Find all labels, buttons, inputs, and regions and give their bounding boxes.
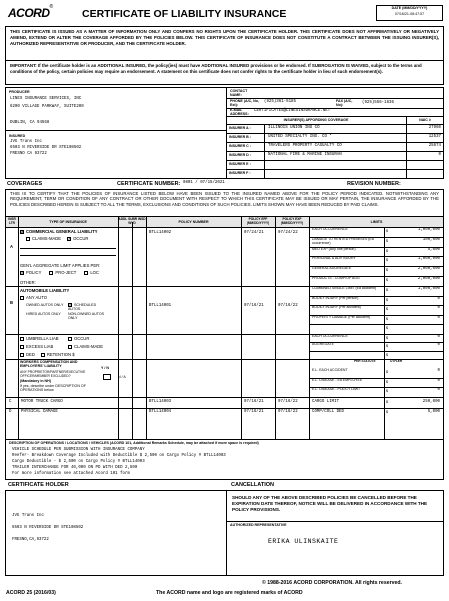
auto-exp: 07/16/22 bbox=[278, 304, 298, 308]
limit-label: EACH OCCURRENCE bbox=[312, 227, 348, 231]
limit-value: 100,000 bbox=[422, 237, 440, 242]
umbrella-occur-checkbox[interactable] bbox=[68, 337, 72, 341]
limit-value: 1,000,000 bbox=[417, 287, 440, 291]
holder-address2: FRESNO,CA,93722 bbox=[12, 538, 49, 542]
insurer-label: INSURER C : bbox=[229, 144, 251, 148]
other-limit-label: COMP/COLL DED bbox=[312, 410, 344, 414]
gl-title bbox=[20, 229, 98, 234]
limit-label: AGGREGATE bbox=[312, 342, 334, 347]
description-line: For more information see attached Acord 101 form bbox=[12, 472, 130, 476]
producer-address2: DUBLIN, CA 94568 bbox=[10, 121, 50, 125]
coverages-title: COVERAGES bbox=[7, 181, 43, 187]
policy-checkbox[interactable]: X bbox=[21, 270, 24, 275]
producer-name: LINES INSURANCE SERVICES, INC bbox=[10, 97, 82, 101]
limit-label: E.L. EACH ACCIDENT bbox=[312, 368, 348, 372]
producer-label: PRODUCER bbox=[9, 90, 30, 94]
occur-checkbox[interactable]: X bbox=[68, 236, 71, 241]
cancellation-text: SHOULD ANY OF THE ABOVE DESCRIBED POLICIES BE CANCELLED BEFORE THE EXPIRATION DATE THEREOF, NOTICE WILL BE DELIVERED IN ACCORDANCE WITH THE POLICY PROVISIONS. bbox=[232, 495, 428, 512]
insured-label: INSURED bbox=[9, 134, 26, 138]
date-value: 07/16/21-08:47:57 bbox=[394, 12, 425, 17]
limit-label: E.L. DISEASE - POLICY LIMIT bbox=[312, 387, 361, 392]
cert-number-value: 0801 / 07/15/2021 bbox=[183, 181, 225, 185]
loc-checkbox[interactable] bbox=[84, 271, 88, 275]
cert-number-label: CERTIFICATE NUMBER: bbox=[117, 181, 181, 187]
trademark: The ACORD name and logo are registered marks of ACORD bbox=[156, 590, 303, 596]
workers-mandatory: (Mandatory in NH) bbox=[20, 379, 51, 383]
limit-value: 0 bbox=[437, 315, 440, 320]
holder-address1: 6503 N RIVERSIDE DR STE108502 bbox=[12, 526, 84, 530]
other-ltr: D bbox=[9, 410, 12, 414]
revision-label: REVISION NUMBER: bbox=[347, 181, 401, 187]
limit-label: MED EXP (Any one person) bbox=[312, 246, 356, 251]
date-label: DATE (MM/DD/YYYY) bbox=[391, 6, 428, 10]
workers-yn-box[interactable] bbox=[103, 374, 111, 380]
parties-box bbox=[5, 87, 444, 179]
auto-any-label: ANY AUTO bbox=[26, 295, 48, 300]
umbrella-ded bbox=[20, 352, 75, 357]
umbrella-claims-checkbox[interactable] bbox=[68, 345, 72, 349]
gl-checkbox[interactable]: X bbox=[21, 229, 24, 234]
umbrella-label: UMBRELLA LIAB bbox=[26, 336, 59, 341]
copyright: © 1988-2016 ACORD CORPORATION. All rights reserved. bbox=[262, 580, 402, 586]
col-eff: POLICY EFF (MM/DD/YYYY) bbox=[246, 217, 270, 225]
umbrella-occur-label: OCCUR bbox=[74, 336, 90, 341]
col-type: TYPE OF INSURANCE bbox=[49, 220, 87, 224]
gl-other: OTHER: bbox=[20, 280, 36, 285]
limit-value: 0 bbox=[437, 343, 440, 348]
coverage-statement: THIS IS TO CERTIFY THAT THE POLICIES OF INSURANCE LISTED BELOW HAVE BEEN ISSUED TO THE INSURED NAMED ABOVE FOR THE POLICY PERIOD INDICATED. NOTWITHSTANDING ANY REQUIREMENT, TERM OR CONDITION OF ANY CONTRACT OR OTHER DOCUMENT WITH RESPECT TO WHICH THIS CERTIFICATE MAY BE ISSUED OR MAY PERTAIN, THE INSURANCE AFFORDED BY THE POLICIES DESCRIBED HEREIN IS SUBJECT TO ALL THE TERMS, EXCLUSIONS AND CONDITIONS OF SUCH POLICIES. LIMITS SHOWN MAY HAVE BEEN REDUCED BY PAID CLAIMS. bbox=[6, 190, 443, 217]
email-label: E-MAIL ADDRESS: bbox=[230, 108, 249, 117]
insurer-name: NATIONAL FIRE & MARINE INSURAN bbox=[268, 153, 342, 157]
umbrella-occur bbox=[68, 336, 89, 341]
description-line: Cargo Deductible - $ 2,500 on Cargo Policy # BTLL14003 bbox=[12, 460, 145, 464]
insurer-name: ILLINOIS UNION INS CO bbox=[268, 126, 320, 130]
other-limit-dollar: $ bbox=[386, 400, 388, 404]
limit-label: GENERAL AGGREGATE bbox=[312, 266, 352, 271]
auto-non-owned-label: NON-OWNED AUTOS ONLY bbox=[68, 312, 105, 321]
auto-any bbox=[20, 295, 47, 300]
insured-address1: 6503 N RIVERSIDE DR STE108502 bbox=[10, 146, 82, 150]
other-exp: 07/16/22 bbox=[278, 400, 298, 404]
retention-label: RETENTION $ bbox=[46, 352, 75, 357]
gl-ltr: A bbox=[10, 244, 14, 249]
umbrella-claims-label: CLAIMS-MADE bbox=[74, 344, 104, 349]
auto-non-owned bbox=[68, 312, 114, 321]
insurer-label: INSURER A : bbox=[229, 126, 251, 130]
coverages-table bbox=[5, 189, 444, 480]
description-line: Reefer- Breakdown Coverage Included with Deductible $ 2,500 on Cargo Policy # BTLL14003 bbox=[12, 454, 226, 458]
any-auto-checkbox[interactable] bbox=[20, 296, 24, 300]
description-line: VEHICLE SCHEDULE PER SUBMISSION WITH INSURANCE COMPANY bbox=[12, 448, 145, 452]
limit-dollar: $ bbox=[386, 336, 388, 340]
gl-title-text: COMMERCIAL GENERAL LIABILITY bbox=[26, 229, 98, 234]
fax-label: FAX (A/C, No): bbox=[336, 99, 353, 108]
limit-dollar: $ bbox=[386, 352, 388, 357]
insurer-label: INSURER F : bbox=[229, 171, 251, 175]
workers-yn: Y / N bbox=[101, 366, 109, 370]
limit-value: 0 bbox=[437, 369, 440, 373]
umbrella-checkbox[interactable] bbox=[20, 337, 24, 341]
claims-made-checkbox[interactable] bbox=[26, 237, 30, 241]
limit-value: 0 bbox=[437, 378, 440, 383]
naic-label: NAIC # bbox=[419, 118, 431, 122]
workers-na: N / A bbox=[118, 375, 126, 379]
limit-dollar: $ bbox=[386, 229, 388, 233]
acord-logo-text: ACORD bbox=[8, 6, 50, 20]
auto-policy-number: BTLL14001 bbox=[149, 304, 172, 308]
limit-value: 0 bbox=[437, 306, 440, 311]
limit-dollar: $ bbox=[386, 278, 388, 282]
contact-name-label: CONTACT NAME: bbox=[230, 89, 248, 98]
gl-exp: 07/24/22 bbox=[278, 231, 298, 235]
description-line: TRAILER INTERCHANGE FOR 40,000 ON PD WITH DED 2,500 bbox=[12, 466, 138, 470]
gl-loc-label: LOC bbox=[90, 270, 99, 275]
limit-dollar: $ bbox=[386, 288, 388, 292]
form-id: ACORD 25 (2016/03) bbox=[6, 590, 56, 596]
insurer-label: INSURER E : bbox=[229, 162, 251, 166]
limit-label: BODILY INJURY (Per accident) bbox=[312, 305, 361, 310]
notice-important: IMPORTANT: If the certificate holder is an ADDITIONAL INSURED, the policy(ies) must have ADDITIONAL INSURED provisions or be endorsed. If SUBROGATION IS WAIVED, subject to the terms and conditions of the policy, certain policies may require an endorsement. A statement on this certificate does not confer rights to the certificate holder in lieu of such endorsement(s). bbox=[10, 63, 422, 74]
scheduled-checkbox[interactable]: X bbox=[69, 303, 72, 308]
auto-ltr: B bbox=[10, 300, 14, 305]
insurer-label: INSURER B : bbox=[229, 135, 251, 139]
limit-label: E.L. DISEASE - EA EMPLOYEE bbox=[312, 377, 363, 382]
email-value: CERTIFICATES@LINESINSURANCE.NET bbox=[254, 109, 331, 113]
acord-logo: ACORD® bbox=[8, 4, 54, 20]
oth-er: OTH-ER bbox=[390, 359, 403, 363]
limit-label: PRODUCTS - COMP/OP AGG bbox=[312, 276, 360, 280]
other-type: MOTOR TRUCK CARGO bbox=[21, 400, 63, 404]
umbrella-claims bbox=[68, 344, 103, 349]
signature: ERIKA ULINSKAITE bbox=[268, 538, 339, 545]
limit-label: EACH OCCURRENCE bbox=[312, 334, 348, 338]
insurer-naic: 12537 bbox=[428, 135, 441, 139]
gl-claims bbox=[26, 236, 88, 241]
notice-main: THIS CERTIFICATE IS ISSUED AS A MATTER OF INFORMATION ONLY AND CONFERS NO RIGHTS UPON THE CERTIFICATE HOLDER. THIS CERTIFICATE DOES NOT AFFIRMATIVELY OR NEGATIVELY AMEND, EXTEND OR ALTER THE COVERAGE AFFORDED BY THE POLICIES BELOW. THIS CERTIFICATE OF INSURANCE DOES NOT CONSTITUTE A CONTRACT BETWEEN THE ISSUING INSURER(S), AUTHORIZED REPRESENTATIVE OR PRODUCER, AND THE CERTIFICATE HOLDER. bbox=[6, 27, 443, 61]
workers-describe: If yes, describe under DESCRIPTION OF OPERATIONS below bbox=[20, 384, 86, 393]
retention-checkbox[interactable] bbox=[41, 353, 45, 357]
per-statute: PER STATUTE bbox=[354, 359, 376, 363]
gl-occur-label: OCCUR bbox=[73, 236, 89, 241]
limit-label: DAMAGE TO RENTED PREMISES (Ea occurrence) bbox=[312, 236, 374, 245]
col-policy-number: POLICY NUMBER bbox=[178, 220, 209, 224]
workers-title: WORKERS COMPENSATION AND EMPLOYERS' LIABILITY bbox=[20, 360, 78, 369]
other-ltr: C bbox=[9, 400, 12, 404]
date-box bbox=[376, 5, 443, 21]
gl-agg-label: GEN'L AGGREGATE LIMIT APPLIES PER: bbox=[20, 263, 101, 268]
limit-dollar: $ bbox=[386, 307, 388, 312]
other-policy: BTLL14004 bbox=[149, 410, 172, 414]
ded-checkbox[interactable] bbox=[20, 353, 24, 357]
limit-label: COMBINED SINGLE LIMIT (Ea accident) bbox=[312, 286, 377, 290]
limit-dollar: $ bbox=[386, 297, 388, 302]
other-limit-value: 5,000 bbox=[427, 410, 440, 414]
cancellation-title: CANCELLATION bbox=[231, 482, 274, 488]
gl-eff: 07/24/21 bbox=[244, 231, 264, 235]
limit-value: 0 bbox=[437, 388, 440, 393]
umbrella-liab bbox=[20, 336, 59, 341]
insured-address2: FRESNO CA 93722 bbox=[10, 152, 47, 156]
col-limits: LIMITS bbox=[370, 220, 383, 224]
other-eff: 07/16/21 bbox=[244, 400, 264, 404]
gl-agg-options bbox=[20, 270, 99, 275]
auto-eff: 07/16/21 bbox=[244, 304, 264, 308]
limit-dollar: $ bbox=[386, 389, 388, 394]
producer-address1: 6200 VILLAGE PARKWAY, SUITE200 bbox=[10, 105, 84, 109]
limit-label: PROPERTY DAMAGE (Per accident) bbox=[312, 314, 371, 319]
holder-box bbox=[5, 490, 444, 576]
other-limit-label: CARGO LIMIT bbox=[312, 400, 340, 404]
auto-hired bbox=[26, 312, 66, 316]
limit-value: 1,000,000 bbox=[417, 257, 440, 262]
col-insr-ltr: INSR LTR bbox=[8, 217, 16, 225]
insured-name: JVG Trans Inc bbox=[10, 140, 42, 144]
auto-owned bbox=[26, 303, 66, 307]
insurers-header: INSURER(S) AFFORDING COVERAGE bbox=[283, 118, 349, 122]
phone-value: (925)361-5185 bbox=[264, 100, 296, 104]
limit-dollar: $ bbox=[386, 238, 388, 243]
insurer-naic: 0 bbox=[438, 153, 441, 157]
insurer-label: INSURER D : bbox=[229, 153, 251, 157]
holder-title: CERTIFICATE HOLDER bbox=[8, 482, 69, 488]
holder-name: JVG Trans Inc bbox=[12, 514, 44, 518]
limit-value: 2,000,000 bbox=[417, 267, 440, 272]
other-eff: 07/16/21 bbox=[244, 410, 264, 414]
col-addl-subr: ADDL SUBR INSD WVD bbox=[118, 217, 146, 225]
insurer-name: TRAVELERS PROPERTY CASUALTY CO bbox=[268, 144, 342, 148]
other-exp: 07/16/22 bbox=[278, 410, 298, 414]
col-exp: POLICY EXP (MM/DD/YYYY) bbox=[280, 217, 304, 225]
limit-dollar: $ bbox=[386, 316, 388, 321]
auto-scheduled-label: SCHEDULED AUTOS bbox=[68, 303, 97, 312]
gl-policy-label: POLICY bbox=[26, 270, 42, 275]
limit-dollar: $ bbox=[386, 370, 388, 374]
gl-policy-number: BTLL14002 bbox=[149, 231, 172, 235]
insurer-name: UNITED SPECIALTY INS. CO * bbox=[268, 135, 332, 139]
insurer-naic: 27960 bbox=[428, 126, 441, 130]
other-limit-dollar: $ bbox=[386, 410, 388, 414]
phone-label: PHONE (A/C, No, Ext): bbox=[230, 99, 259, 108]
gl-claims-label: CLAIMS-MADE bbox=[32, 236, 62, 241]
limit-value: 5,000 bbox=[427, 247, 440, 252]
project-checkbox[interactable] bbox=[49, 271, 53, 275]
description-label: DESCRIPTION OF OPERATIONS / LOCATIONS / VEHICLES (ACORD 101, Additional Remarks Schedule, may be attached if more space is required) bbox=[9, 441, 259, 445]
limit-dollar: $ bbox=[386, 248, 388, 253]
excess-checkbox[interactable] bbox=[20, 345, 24, 349]
excess-label: EXCESS LIAB bbox=[26, 344, 54, 349]
other-type: PHYSICAL DAMAGE bbox=[21, 410, 58, 414]
auto-scheduled bbox=[68, 303, 108, 312]
excess-liab bbox=[20, 344, 53, 349]
gl-project-label: PRO-JECT bbox=[55, 270, 77, 275]
other-policy: BTLL14003 bbox=[149, 400, 172, 404]
coverages-bar bbox=[5, 181, 444, 189]
limit-value: 1,000,000 bbox=[417, 228, 440, 232]
fax-value: (925)556-1636 bbox=[362, 101, 394, 105]
notice-box bbox=[5, 26, 444, 85]
other-limit-value: 250,000 bbox=[422, 400, 440, 404]
limit-value: 0 bbox=[437, 296, 440, 301]
ded-label: DED bbox=[26, 352, 35, 357]
workers-question: ANY PROPRIETOR/PARTNER/EXECUTIVE OFFICER/MEMBER EXCLUDED? bbox=[20, 370, 86, 378]
auto-title: AUTOMOBILE LIABILITY bbox=[20, 288, 70, 293]
limit-dollar: $ bbox=[386, 268, 388, 273]
limit-label: PERSONAL & ADV INJURY bbox=[312, 256, 356, 261]
limit-value: 2,000,000 bbox=[417, 277, 440, 281]
limit-dollar: $ bbox=[386, 258, 388, 263]
limit-dollar: $ bbox=[386, 344, 388, 349]
auto-hired-label: HIRED AUTOS ONLY bbox=[26, 312, 61, 316]
auto-owned-label: OWNED AUTOS ONLY bbox=[26, 303, 64, 307]
limit-dollar: $ bbox=[386, 379, 388, 384]
auth-rep-label: AUTHORIZED REPRESENTATIVE bbox=[230, 523, 287, 527]
limit-label: BODILY INJURY (Per person) bbox=[312, 295, 359, 300]
limit-value: 0 bbox=[437, 335, 440, 339]
insurer-naic: 25674 bbox=[428, 144, 441, 148]
limit-dollar: $ bbox=[386, 326, 388, 331]
document-title: CERTIFICATE OF LIABILITY INSURANCE bbox=[82, 8, 287, 20]
